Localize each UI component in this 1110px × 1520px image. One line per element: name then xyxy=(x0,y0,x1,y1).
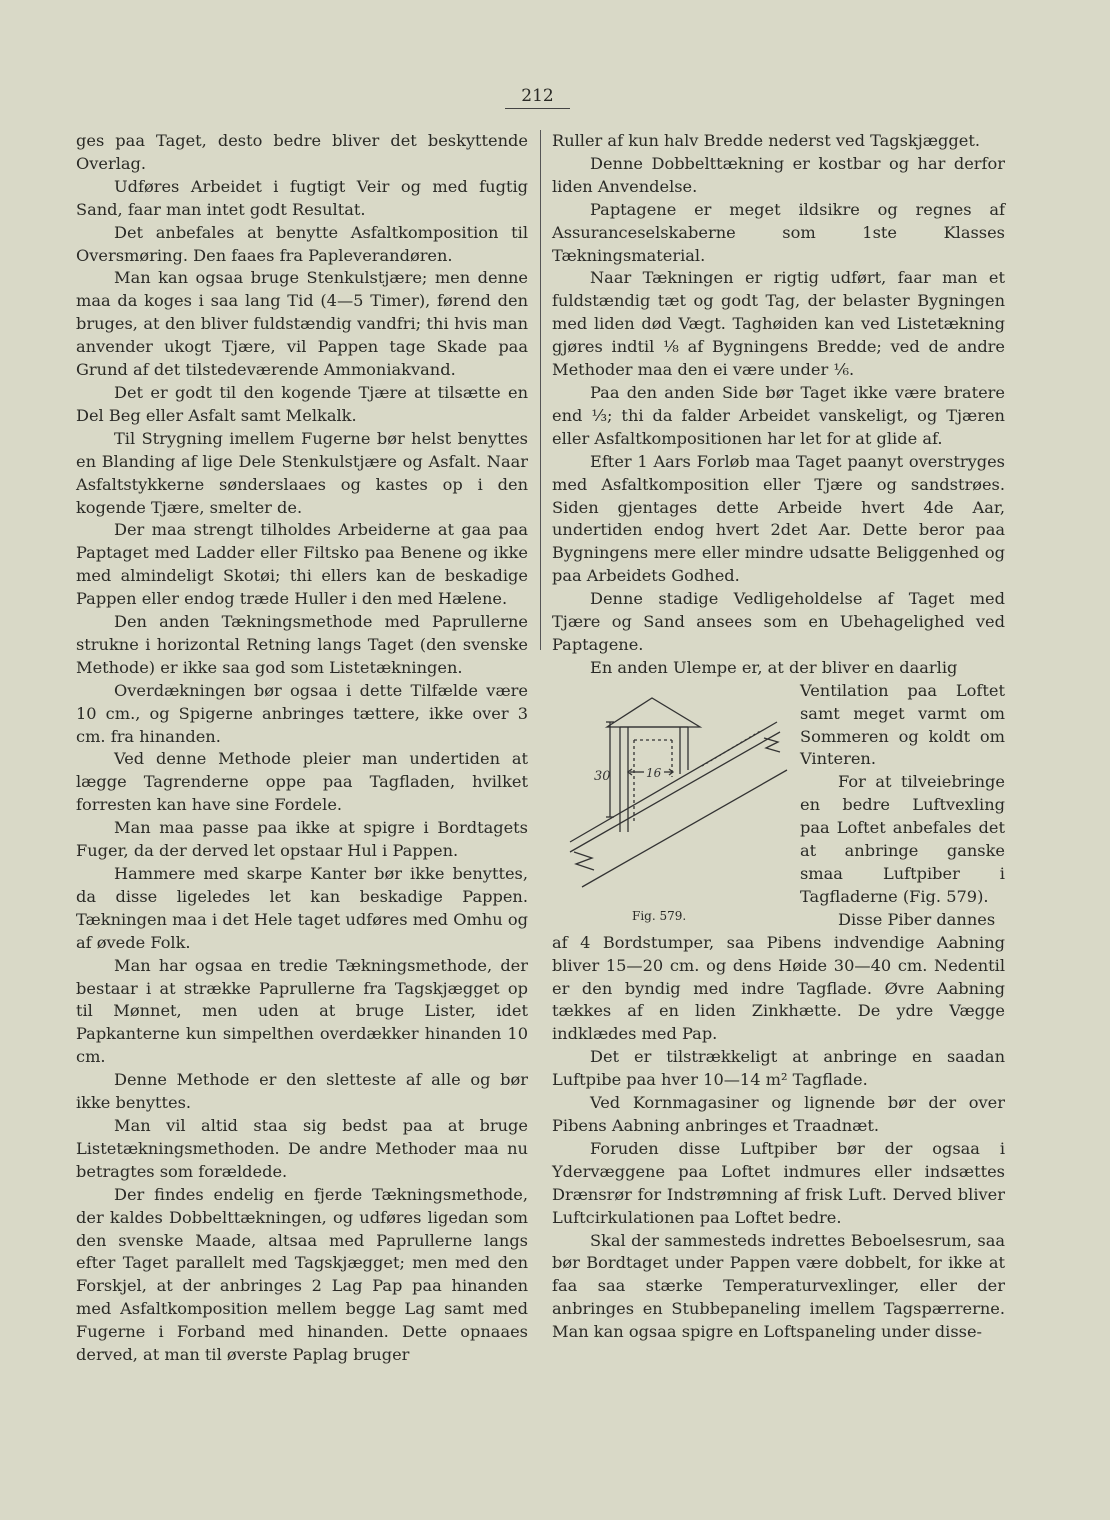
paragraph: Naar Tækningen er rigtig udført, faar man et fuldstændig tæt og godt Tag, der belaster Bygningen med liden død Vægt. Taghøiden kan ved Listetækning gjøres indtil ⅛ af Bygningens Bredde; ved de andre Methoder maa den ei være under ⅙. xyxy=(552,268,1005,380)
paragraph: En anden Ulempe er, at der bliver en daarlig xyxy=(590,657,958,677)
paragraph: Disse Piber dannes xyxy=(838,909,996,929)
paragraph: Foruden disse Luftpiber bør der ogsaa i Ydervæggene paa Loftet indmures eller indsættes Drænsrør for Indstrømning af frisk Luft. Derved bliver Luftcirkulationen paa Loftet bedre. xyxy=(552,1138,1005,1227)
paragraph: Det anbefales at benytte Asfaltkomposition til Oversmøring. Den faaes fra Papleverandøren. xyxy=(76,222,528,265)
figure-side-text xyxy=(800,680,1005,932)
paragraph: Paa den anden Side bør Taget ikke være bratere end ⅓; thi da falder Arbeidet vanskeligt, og Tjæren eller Asfaltkompositionen har let for at glide af. xyxy=(552,382,1005,448)
paragraph: Denne Dobbelttækning er kostbar og har derfor liden Anvendelse. xyxy=(552,153,1005,196)
paragraph: Til Strygning imellem Fugerne bør helst benyttes en Blanding af lige Dele Stenkulstjære og Asfalt. Naar Asfaltstykkerne sønderslaaes og kastes op i den kogende Tjære, smelter de. xyxy=(76,428,528,517)
paragraph: Hammere med skarpe Kanter bør ikke benyttes, da disse ligeledes let kan beskadige Pappen. Tækningen maa i det Hele taget udføres med Omhu og af øvede Folk. xyxy=(76,864,528,952)
paragraph: Man maa passe paa ikke at spigre i Bordtagets Fuger, da der derved let opstaar Hul i Pappen. xyxy=(76,818,528,861)
paragraph: Ved denne Methode pleier man undertiden at lægge Tagrenderne oppe paa Tagfladen, hvilket forresten kan have sine Fordele. xyxy=(76,749,528,815)
right-column-bottom xyxy=(552,932,1005,1344)
paragraph: Udføres Arbeidet i fugtigt Veir og med fugtig Sand, faar man intet godt Resultat. xyxy=(76,176,528,219)
page-number: 212 xyxy=(505,86,570,109)
paragraph: Ved Kornmagasiner og lignende bør der over Pibens Aabning anbringes et Traadnæt. xyxy=(552,1093,1005,1135)
roof-inner-line xyxy=(582,770,787,887)
paragraph: Ventilation paa Loftet samt meget varmt om Sommeren og koldt om Vinteren. xyxy=(800,680,1005,769)
paragraph: Denne stadige Vedligeholdelse af Taget med Tjære og Sand ansees som en Ubehagelighed ved Paptagene. xyxy=(552,589,1005,654)
paragraph: Denne Methode er den sletteste af alle og bør ikke benyttes. xyxy=(76,1070,528,1113)
paragraph: Man har ogsaa en tredie Tækningsmethode, der bestaar i at strække Paprullerne fra Tagskjægget op til Mønnet, men uden at bruge Lister, idet Papkanterne kun simpelthen overdækker hinanden 10 cm. xyxy=(76,955,528,1067)
paragraph: Man kan ogsaa bruge Stenkulstjære; men denne maa da koges i saa lang Tid (4—5 Timer), førend den bruges, at den bliver fuldstændig vandfri; thi hvis man anvender ukogt Tjære, vil Pappen tage Skade paa Grund af det tilstedeværende Ammoniakvand. xyxy=(76,268,528,380)
paragraph: Efter 1 Aars Forløb maa Taget paanyt overstryges med Asfaltkomposition eller Tjære og sandstrøes. Siden gjentages dette Arbeide hvert 4de Aar, undertiden endog hvert 2det Aar. Dette beror paa Bygningens mere eller mindre udsatte Beliggenhed og paa Arbeidets Godhed. xyxy=(552,451,1005,586)
ventilation-pipe-diagram xyxy=(552,682,792,927)
paragraph: Ruller af kun halv Bredde nederst ved Tagskjægget. xyxy=(552,131,980,150)
paragraph: Man vil altid staa sig bedst paa at bruge Listetækningsmethoden. De andre Methoder maa nu betragtes som forældede. xyxy=(76,1115,528,1181)
paragraph: For at tilveiebringe en bedre Luftvexling paa Loftet anbefales det at anbringe ganske smaa Luftpiber i Tagfladerne (Fig. 579). xyxy=(800,772,1005,906)
paragraph: Der maa strengt tilholdes Arbeiderne at gaa paa Paptaget med Ladder eller Filtsko paa Benene og ikke med almindeligt Skotøi; thi ellers kan de beskadige Pappen eller endog træde Huller i den med Hælene. xyxy=(76,520,528,609)
figure-579 xyxy=(552,680,1005,932)
left-column xyxy=(76,130,528,1367)
paragraph: Paptagene er meget ildsikre og regnes af Assuranceselskaberne som 1ste Klasses Tækningsmaterial. xyxy=(552,199,1005,265)
paragraph: Overdækningen bør ogsaa i dette Tilfælde være 10 cm., og Spigerne anbringes tættere, ikke over 3 cm. fra hinanden. xyxy=(76,680,528,746)
paragraph: Der findes endelig en fjerde Tækningsmethode, der kaldes Dobbelttækningen, og udføres ligedan som den svenske Maade, altsaa med Paprullerne langs efter Taget parallelt med Tagskjægget; men med den Forskjel, at der anbringes 2 Lag Pap paa hinanden med Asfaltkomposition mellem begge Lag samt med Fugerne i Forband med hinanden. Dette opnaaes derved, at man til øverste Paplag bruger xyxy=(76,1184,528,1365)
paragraph: af 4 Bordstumper, saa Pibens indvendige Aabning bliver 15—20 cm. og dens Høide 30—40 cm. Nedentil er den byndig med indre Tagflade. Øvre Aabning tækkes af en liden Zinkhætte. De ydre Vægge indklædes med Pap. xyxy=(552,932,1005,1044)
right-column-top xyxy=(552,130,1005,680)
break-mark-bottom xyxy=(574,852,594,870)
height-label: 30 xyxy=(594,768,611,784)
paragraph: Skal der sammesteds indrettes Beboelsesrum, saa bør Bordtaget under Pappen være dobbelt, for ikke at faa saa stærke Temperaturvexlinger, eller der anbringes en Stubbepaneling imellem Tagspærrerne. Man kan ogsaa spigre en Loftspaneling under disse- xyxy=(552,1230,1005,1342)
width-label: 16 xyxy=(646,765,662,780)
zinc-cap-shape xyxy=(607,698,700,727)
figure-caption: Fig. 579. xyxy=(632,908,687,923)
paragraph: Det er tilstrækkeligt at anbringe en saadan Luftpibe paa hver 10—14 m² Tagflade. xyxy=(552,1047,1005,1090)
paragraph: Den anden Tækningsmethode med Paprullerne strukne i horizontal Retning langs Taget (den svenske Methode) er ikke saa god som Listetækningen. xyxy=(76,612,528,677)
column-divider xyxy=(540,130,541,650)
right-column xyxy=(552,130,1005,1344)
paragraph: Det er godt til den kogende Tjære at tilsætte en Del Beg eller Asfalt samt Melkalk. xyxy=(76,382,528,425)
paragraph: ges paa Taget, desto bedre bliver det beskyttende Overlag. xyxy=(76,131,528,173)
